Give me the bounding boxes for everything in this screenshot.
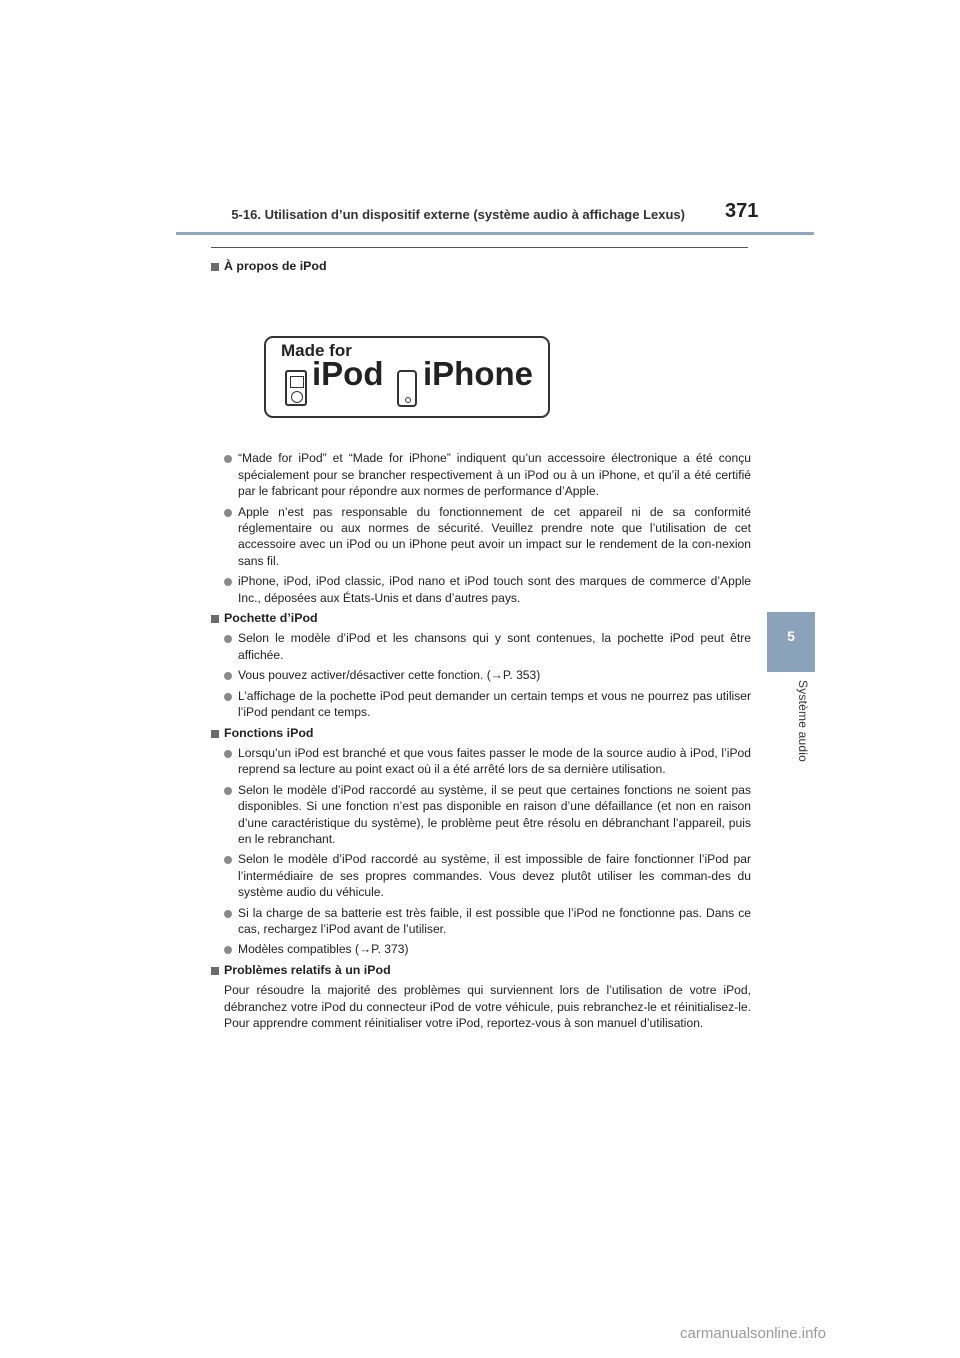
circle-bullet-icon — [224, 910, 232, 918]
section-heading-functions — [211, 725, 751, 741]
problems-paragraph: Pour résoudre la majorité des problèmes qui surviennent lors de l’utilisation de votre iPod, débranchez votre iPod du connecteur iPod de votre véhicule, puis rebranchez-le et réinitialisez-le. Pour apprendre comment réinitialiser votre iPod, reportez-vous à son manuel d’utilisation. — [224, 983, 751, 1030]
list-item-text: Selon le modèle d’iPod et les chansons qui y sont contenues, la pochette iPod peut être affichée. — [238, 631, 751, 662]
circle-bullet-icon — [224, 635, 232, 643]
section-title: 5-16. Utilisation d’un dispositif externe (système audio à affichage Lexus) — [231, 207, 685, 222]
ipod-wheel-icon — [291, 391, 303, 403]
list-item-text: Selon le modèle d’iPod raccordé au système, il est impossible de faire fonctionner l’iPod par l’intermédiaire de ses propres commandes. Vous devez plutôt utiliser les comman-des du système audio du véhicule. — [238, 852, 751, 900]
header-rule — [176, 232, 814, 235]
list-item-text: Si la charge de sa batterie est très faible, il est possible que l’iPod ne fonctionne pas. Dans ce cas, rechargez l’iPod avant de l’utiliser. — [238, 905, 751, 936]
list-item-text: Lorsqu’un iPod est branché et que vous faites passer le mode de la source audio à iPod, l’iPod reprend sa lecture au point exact où il a été arrêté lors de sa dernière utilisation. — [238, 745, 751, 777]
circle-bullet-icon — [224, 787, 232, 795]
list-item-text: “Made for iPod” et “Made for iPhone” indiquent qu’un accessoire électronique a été conçu spécialement pour se brancher respectivement à un iPod ou à un iPhone, et qu’il a été certifié par le fabricant pour répondre aux normes de performance d’Apple. — [238, 451, 751, 499]
heading-text: Fonctions iPod — [224, 725, 314, 740]
made-for-ipod-iphone-logo — [264, 336, 550, 418]
square-bullet-icon — [211, 967, 219, 975]
list-item — [211, 450, 751, 499]
list-item — [211, 745, 751, 778]
heading-text: À propos de iPod — [224, 259, 327, 273]
list-item — [211, 504, 751, 570]
logo-iphone-text: iPhone — [423, 355, 534, 393]
list-item — [211, 941, 751, 957]
circle-bullet-icon — [224, 693, 232, 701]
ipod-icon — [285, 370, 307, 406]
heading-text: Pochette d’iPod — [224, 611, 318, 626]
square-bullet-icon — [211, 615, 219, 623]
iphone-icon — [397, 370, 417, 407]
list-item — [211, 667, 751, 683]
logo-made-for-text: Made for — [281, 341, 352, 361]
list-item — [211, 573, 751, 606]
circle-bullet-icon — [224, 946, 232, 954]
circle-bullet-icon — [224, 455, 232, 463]
list-item — [211, 782, 751, 848]
circle-bullet-icon — [224, 509, 232, 517]
chapter-label: Système audio — [796, 680, 810, 762]
circle-bullet-icon — [224, 750, 232, 758]
logo-ipod-text: iPod — [312, 355, 384, 393]
section-heading-cover — [211, 610, 751, 626]
list-item-text: L’affichage de la pochette iPod peut demander un certain temps et vous ne pourrez pas utiliser l’iPod pendant ce temps. — [238, 688, 751, 720]
list-item-text: Apple n’est pas responsable du fonctionnement de cet appareil ni de sa conformité réglementaire ou aux normes de sécurité. Veuillez prendre note que l’utilisation de cet accessoire avec un iPod ou un iPhone peut avoir un impact sur le rendement de la con-nexion sans fil. — [238, 504, 751, 568]
page-reference-link[interactable]: Modèles compatibles (→P. 373) — [238, 942, 409, 957]
list-item-text: Selon le modèle d’iPod raccordé au système, il se peut que certaines fonctions ne soient pas disponibles. Si une fonction n’est pas disponible en raison d’une défaillance (et non en raison d’une caractéristique du système), le problème peut être résolu en débranchant l’appareil, puis en le rebranchant. — [238, 782, 751, 846]
page-reference-link[interactable]: Vous pouvez activer/désactiver cette fonction. (→P. 353) — [238, 668, 541, 683]
circle-bullet-icon — [224, 672, 232, 680]
list-item — [211, 851, 751, 900]
page-number: 371 — [725, 200, 759, 222]
footer-watermark: carmanualsonline.info — [680, 1325, 826, 1342]
list-item — [211, 688, 751, 721]
section-heading-about — [211, 258, 751, 274]
list-item — [211, 905, 751, 938]
page-content — [211, 258, 751, 1031]
iphone-home-button-icon — [405, 397, 411, 403]
heading-text: Problèmes relatifs à un iPod — [224, 962, 391, 977]
list-item — [211, 630, 751, 663]
chapter-tab — [767, 612, 815, 672]
made-for-logo-area — [211, 278, 751, 450]
square-bullet-icon — [211, 263, 219, 271]
list-item-text: iPhone, iPod, iPod classic, iPod nano et iPod touch sont des marques de commerce d’Apple Inc., déposées aux États-Unis et dans d’autres pays. — [238, 574, 751, 605]
square-bullet-icon — [211, 730, 219, 738]
circle-bullet-icon — [224, 578, 232, 586]
circle-bullet-icon — [224, 856, 232, 864]
ipod-screen-icon — [290, 376, 304, 388]
content-rule — [211, 247, 748, 248]
chapter-number: 5 — [787, 628, 795, 644]
section-heading-problems — [211, 962, 751, 978]
